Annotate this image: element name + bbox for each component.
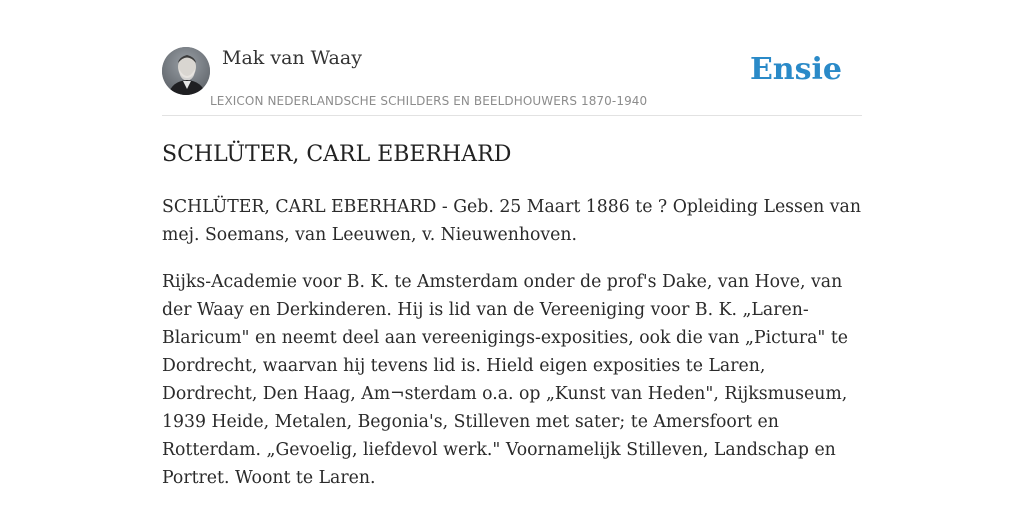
author-avatar[interactable] bbox=[162, 47, 210, 95]
author-name[interactable]: Mak van Waay bbox=[222, 47, 362, 69]
entry-title: SCHLÜTER, CARL EBERHARD bbox=[162, 142, 512, 167]
source-title[interactable]: LEXICON NEDERLANDSCHE SCHILDERS EN BEELDHOUWERS 1870-1940 bbox=[210, 94, 648, 108]
author-portrait-icon bbox=[162, 47, 210, 95]
page-header bbox=[162, 44, 862, 116]
entry-paragraph: SCHLÜTER, CARL EBERHARD - Geb. 25 Maart 1886 te ? Opleiding Lessen van mej. Soemans, van Leeuwen, v. Nieuwenhoven. bbox=[162, 197, 861, 245]
ensie-logo[interactable]: Ensie bbox=[749, 52, 842, 87]
entry-paragraph: Rijks-Academie voor B. K. te Amsterdam onder de prof's Dake, van Hove, van der Waay en Derkinderen. Hij is lid van de Vereeniging voor B. K. „Laren-Blaricum" en neemt deel aan vereenigings-exposities, ook die van „Pictura" te Dordrecht, waarvan hij tevens lid is. Hield eigen exposities te Laren, Dordrecht, Den Haag, Am¬sterdam o.a. op „Kunst van Heden", Rijksmuseum, 1939 Heide, Metalen, Begonia's, Stilleven met sater; te Amersfoort en Rotterdam. „Gevoelig, liefdevol werk." Voornamelijk Stilleven, Landschap en Portret. Woont te Laren. bbox=[162, 272, 849, 488]
entry-body bbox=[162, 193, 862, 511]
